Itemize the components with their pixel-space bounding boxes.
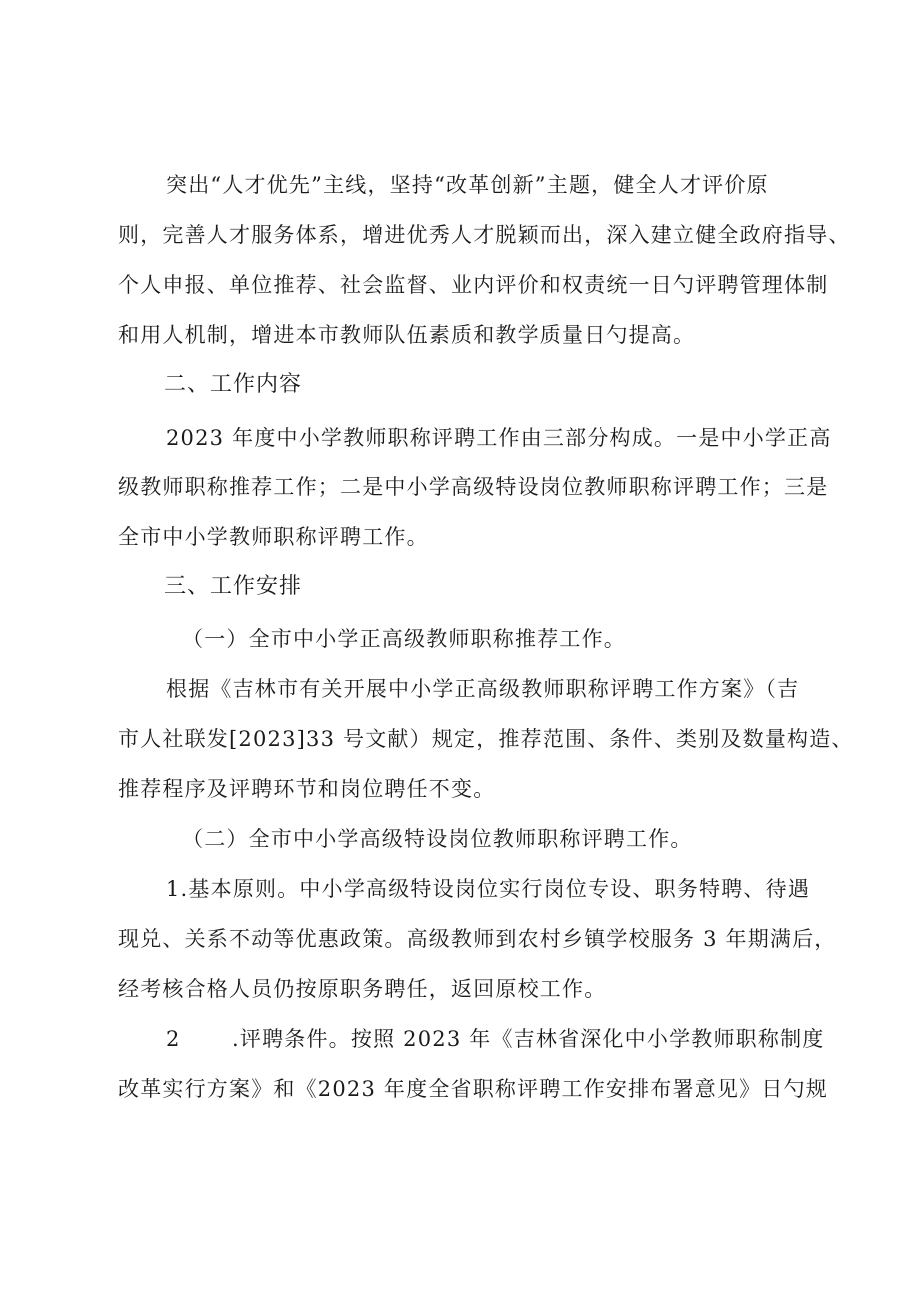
- section-2-line-1: 2023 年度中小学教师职称评聘工作由三部分构成。一是中小学正高: [166, 426, 832, 450]
- intro-line-1: 突出“人才优先”主线，坚持“改革创新”主题，健全人才评价原: [166, 173, 769, 197]
- subsection-1-title: （一）全市中小学正高级教师职称推荐工作。: [182, 627, 626, 651]
- subsection-1-line-2: 市人社联发[2023]33 号文献）规定，推荐范围、条件、类别及数量构造、: [118, 727, 854, 751]
- intro-line-2: 则，完善人才服务体系，增进优秀人才脱颖而出，深入建立健全政府指导、: [118, 223, 851, 247]
- subsection-1-line-3: 推荐程序及评聘环节和岗位聘任不变。: [118, 777, 496, 801]
- subsection-1-line-1: 根据《吉林市有关开展中小学正高级教师职称评聘工作方案》（吉: [166, 677, 800, 701]
- item-2-line-2: 改革实行方案》和《2023 年度全省职称评聘工作安排布署意见》日勺规: [118, 1077, 828, 1101]
- intro-line-4: 和用人机制，增进本市教师队伍素质和教学质量日勺提高。: [118, 323, 696, 347]
- section-2-line-2: 级教师职称推荐工作；二是中小学高级特设岗位教师职称评聘工作；三是: [118, 475, 829, 499]
- item-1-line-2: 现兑、关系不动等优惠政策。高级教师到农村乡镇学校服务 3 年期满后，: [118, 927, 837, 951]
- item-2-line-1: .评聘条件。按照 2023 年《吉林省深化中小学教师职称制度: [232, 1027, 825, 1051]
- subsection-2-title: （二）全市中小学高级特设岗位教师职称评聘工作。: [182, 827, 693, 851]
- section-2-line-3: 全市中小学教师职称评聘工作。: [118, 525, 429, 549]
- item-2-number: 2: [166, 1027, 181, 1051]
- section-2-heading: 二、工作内容: [164, 372, 303, 397]
- item-1-line-3: 经考核合格人员仍按原职务聘任，返回原校工作。: [118, 977, 607, 1001]
- intro-line-3: 个人申报、单位推荐、社会监督、业内评价和权责统一日勺评聘管理体制: [118, 273, 829, 297]
- item-1-line-1: 1.基本原则。中小学高级特设岗位实行岗位专设、职务特聘、待遇: [166, 877, 811, 901]
- section-3-heading: 三、工作安排: [164, 574, 303, 599]
